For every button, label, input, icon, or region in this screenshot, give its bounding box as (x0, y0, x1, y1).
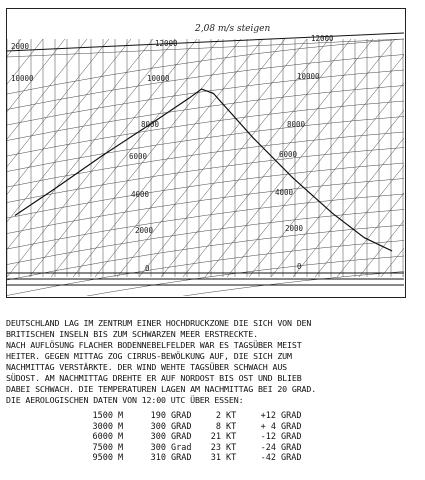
table-cell-temp: -42 (260, 453, 276, 463)
table-cell-u: M (118, 442, 124, 453)
table-row (85, 432, 311, 443)
table-cell-ku: KT (226, 453, 237, 463)
text-line: HEITER. GEGEN MITTAG ZOG CIRRUS-BEWÖLKUNG AUF, DIE SICH ZUM (6, 351, 292, 361)
text-line: DEUTSCHLAND LAG IM ZENTRUM EINER HOCHDRUCKZONE DIE SICH VON DEN (6, 318, 312, 328)
isoline-label: 0 (297, 262, 302, 271)
aerological-chart (6, 8, 406, 298)
grid-isoline (7, 179, 404, 234)
chart-grid (7, 33, 404, 296)
table-cell-spd: 8 (215, 421, 221, 432)
table-cell-dir: 300 (150, 421, 166, 432)
grid-isoline (7, 272, 404, 297)
table-row (85, 411, 311, 422)
table-cell-dir: 310 (150, 453, 166, 463)
isoline-label: 2000 (285, 224, 304, 233)
table-cell-gu: Grad (171, 442, 192, 453)
isoline-label: 10000 (11, 74, 34, 83)
grid-isoline (7, 70, 404, 125)
table-cell-ku: KT (226, 442, 237, 453)
table-cell-gu: GRAD (171, 421, 192, 432)
table-cell-ku: KT (226, 421, 237, 432)
grid-diagonal (29, 39, 219, 277)
table-cell-u: M (118, 411, 124, 421)
table-row (85, 422, 311, 433)
chart-svg (7, 9, 404, 296)
isoline-label: 0 (145, 264, 150, 273)
grid-isoline (7, 163, 404, 218)
table-cell-gu: GRAD (171, 432, 192, 442)
text-line: DIE AEROLOGISCHEN DATEN VON 12:00 UTC ÜBER ESSEN: (6, 395, 244, 405)
table-cell-ku: KT (226, 411, 237, 421)
grid-diagonal (161, 39, 351, 277)
table-row (85, 443, 311, 454)
table-cell-gu: GRAD (171, 411, 192, 421)
isoline-label: 10000 (147, 74, 170, 83)
isoline-label: 10000 (297, 72, 320, 81)
table-cell-spd: 31 (210, 453, 221, 463)
grid-isoline (7, 55, 404, 110)
table-cell-dir: 300 (150, 432, 166, 442)
table-cell-tu: GRAD (281, 432, 302, 442)
table-cell-tu: GRAD (281, 442, 302, 453)
text-line: DABEI SCHWACH. DIE TEMPERATUREN LAGEN AM NACHMITTAG BEI 20 GRAD. (6, 384, 317, 394)
table-cell-spd: 23 (210, 442, 221, 453)
text-line: SÜDOST. AM NACHMITTAG DREHTE ER AUF NORDOST BIS OST UND BLIEB (6, 373, 302, 383)
grid-isoline (7, 210, 404, 265)
table-cell-spd: 21 (210, 432, 221, 442)
weather-description (6, 318, 421, 406)
table-cell-alt: 7500 (92, 442, 113, 453)
isoline-label: 8000 (141, 120, 160, 129)
aerological-data-table (85, 411, 311, 464)
table-cell-spd: 2 (215, 411, 221, 421)
grid-diagonal (183, 39, 373, 277)
table-cell-temp: + 4 (260, 421, 276, 432)
table-cell-tu: GRAD (281, 453, 302, 463)
isoline-label: 6000 (129, 152, 148, 161)
top-label: 2000 (11, 42, 30, 51)
grid-diagonal (95, 39, 285, 277)
text-line: NACH AUFLÖSUNG FLACHER BODENNEBELFELDER WAR ES TAGSÜBER MEIST (6, 340, 302, 350)
chart-note: 2,08 m/s steigen (195, 24, 271, 34)
grid-top-line (7, 33, 404, 51)
table-cell-u: M (118, 453, 124, 463)
table-row (85, 453, 311, 464)
grid-isoline (7, 86, 404, 141)
table-cell-temp: +12 (260, 411, 276, 421)
text-line: NACHMITTAG VERSTÄRKTE. DER WIND WEHTE TAGSÜBER SCHWACH AUS (6, 362, 288, 372)
table-cell-alt: 9500 (92, 453, 113, 463)
grid-diagonal (249, 39, 404, 277)
table-cell-dir: 300 (150, 442, 166, 453)
grid-isoline (7, 225, 404, 280)
grid-isoline (7, 117, 404, 172)
isoline-label: 6000 (279, 150, 298, 159)
table-cell-tu: GRAD (281, 411, 302, 421)
table-cell-gu: GRAD (171, 453, 192, 463)
table-cell-temp: -12 (260, 432, 276, 442)
table-cell-dir: 190 (150, 411, 166, 421)
table-cell-temp: -24 (260, 442, 276, 453)
isoline-label: 4000 (275, 188, 294, 197)
isoline-label: 4000 (131, 190, 150, 199)
table-cell-u: M (118, 421, 124, 432)
grid-isoline (7, 132, 404, 187)
grid-isoline (7, 101, 404, 156)
table-cell-ku: KT (226, 432, 237, 442)
top-label: 12000 (155, 39, 178, 48)
table-cell-alt: 6000 (92, 432, 113, 442)
table-cell-alt: 1500 (92, 411, 113, 421)
table-cell-u: M (118, 432, 124, 442)
isoline-label: 2000 (135, 226, 154, 235)
text-line: BRITISCHEN INSELN BIS ZUM SCHWARZEN MEER ERSTRECKTE. (6, 329, 258, 339)
table-cell-alt: 3000 (92, 421, 113, 432)
isoline-label: 8000 (287, 120, 306, 129)
top-label: 12000 (311, 34, 334, 43)
table-cell-tu: GRAD (281, 421, 302, 432)
